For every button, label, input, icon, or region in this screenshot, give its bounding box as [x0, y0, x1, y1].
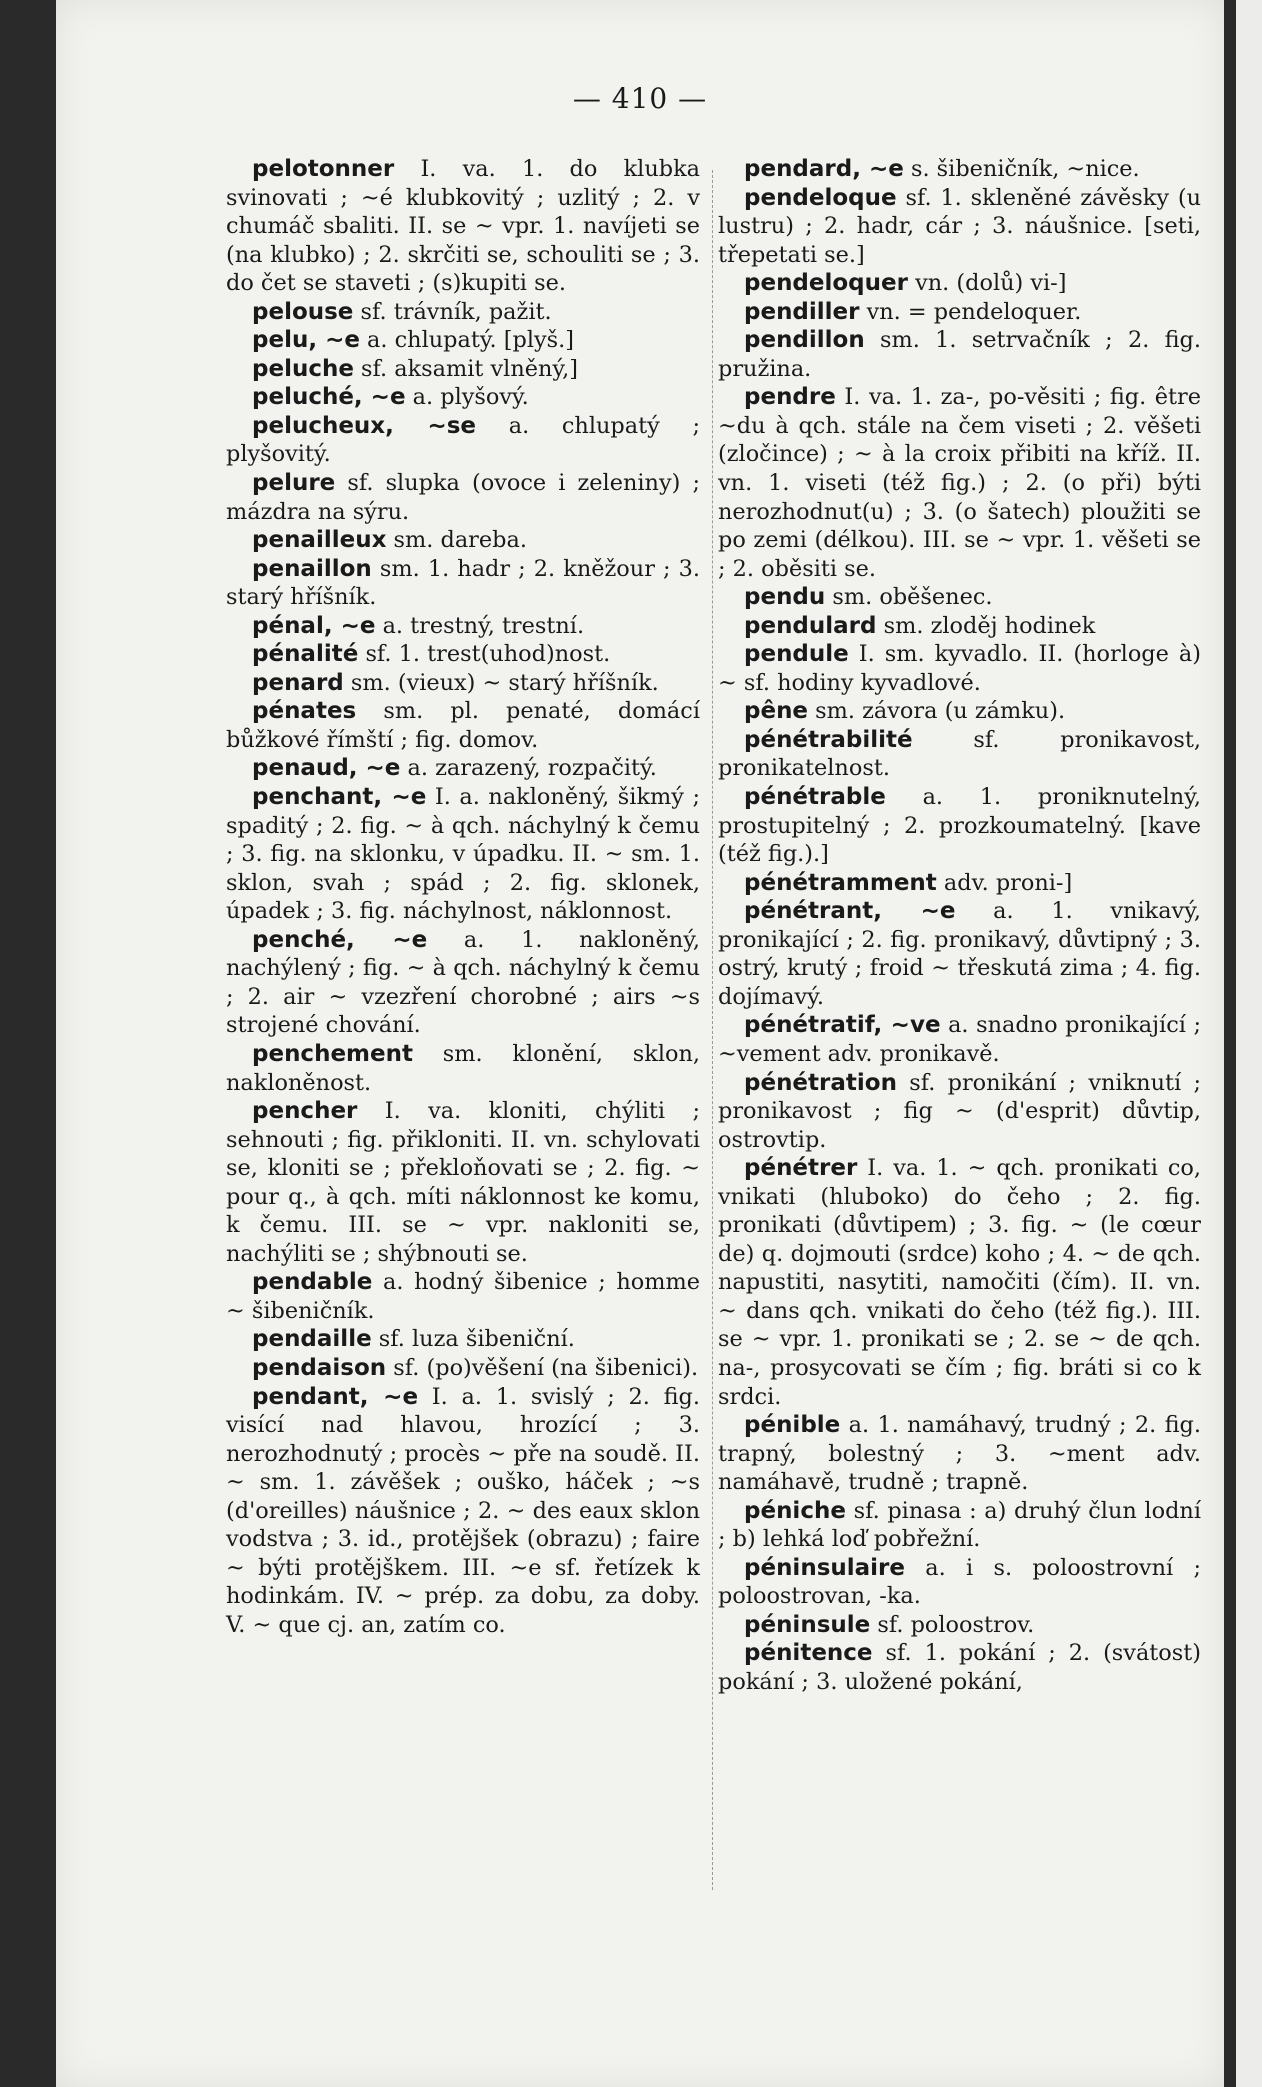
entry-headword: pénétration: [744, 1069, 897, 1096]
dictionary-entry: [718, 1411, 1201, 1497]
entry-headword: pénétrant, ~e: [744, 898, 956, 925]
entry-headword: pénétrabilité: [744, 726, 913, 753]
dictionary-entry: [226, 155, 700, 298]
dictionary-entry: [718, 1497, 1201, 1554]
dictionary-entry: [226, 1097, 700, 1268]
entry-definition: sf. (po)věšení (na šibenici).: [386, 1354, 699, 1381]
entry-headword: pêne: [744, 698, 809, 725]
entry-definition: sf. pronikání ; vniknutí ; pronikavost ; fig ~ (d'esprit) důvtip, ostrovtip.: [718, 1069, 1201, 1153]
dictionary-entry: [226, 1383, 700, 1640]
dictionary-entry: [718, 897, 1201, 1011]
entry-headword: penaillon: [252, 555, 372, 582]
dictionary-entry: [226, 640, 700, 669]
entry-definition: sm. zloděj hodinek: [876, 612, 1096, 639]
entry-definition: a. 1. proniknutelný, prostupitelný ; 2. prozkoumatelný. [kave (též fig.).]: [718, 784, 1201, 868]
entry-definition: sf. 1. skleněné závěsky (u lustru) ; 2. hadr, cár ; 3. náušnice. [seti, třepetati se.]: [718, 184, 1201, 268]
dictionary-entry: [718, 783, 1201, 869]
dictionary-entry: [226, 555, 700, 612]
dictionary-entry: [718, 1639, 1201, 1696]
entry-definition: a. trestný, trestní.: [375, 612, 585, 639]
dictionary-entry: [718, 1611, 1201, 1640]
entry-definition: sf. pinasa : a) druhý člun lodní ; b) lehká loď pobřežní.: [718, 1497, 1201, 1553]
dictionary-entry: [226, 783, 700, 926]
entry-definition: sm. 1. setrvačník ; 2. fig. pružina.: [718, 327, 1201, 382]
entry-definition: sm. závora (u zámku).: [808, 698, 1066, 725]
entry-definition: vn. (dolů) vi-]: [907, 270, 1067, 297]
entry-definition: I. va. kloniti, chýliti ; sehnouti ; fig. přikloniti. II. vn. schylovati se, kloniti se ; překloňovati se ; 2. fig. ~ pour q., à qch. míti náklonnost ke komu, k čemu. III. se ~ vpr. nakloniti se, nachýliti se ; shýbnouti se.: [226, 1098, 700, 1267]
dictionary-entry: [226, 526, 700, 555]
page-number: — 410 —: [572, 82, 708, 115]
entry-headword: pencher: [252, 1098, 358, 1125]
dictionary-entry: [226, 926, 700, 1040]
dictionary-entry: [226, 383, 700, 412]
entry-definition: sf. trávník, pažit.: [353, 298, 552, 325]
dictionary-entry: [226, 355, 700, 384]
dictionary-entry: [718, 184, 1201, 270]
entry-definition: sm. (vieux) ~ starý hříšník.: [343, 669, 659, 696]
entry-definition: sf. pronikavost, pronikatelnost.: [718, 726, 1201, 782]
entry-definition: sf. 1. pokání ; 2. (svátost) pokání ; 3. uložené pokání,: [718, 1640, 1201, 1695]
dictionary-entry: [226, 669, 700, 698]
entry-headword: péniche: [744, 1497, 846, 1524]
entry-headword: pendiller: [744, 298, 860, 325]
entry-headword: pendeloquer: [744, 270, 908, 297]
entry-definition: a. chlupatý ; plyšovitý.: [226, 412, 700, 468]
dictionary-entry: [718, 612, 1201, 641]
entry-headword: pelucheux, ~se: [252, 412, 477, 439]
entry-definition: a. zarazený, rozpačitý.: [400, 755, 657, 782]
entry-definition: I. a. nakloněný, šikmý ; spaditý ; 2. fig. ~ à qch. náchylný k čemu ; 3. fig. na sklonku, v úpadku. II. ~ sm. 1. sklon, svah ; spád ; 2. fig. sklonek, úpadek ; 3. fig. náchylnost, náklonnost.: [226, 784, 700, 925]
entry-headword: pénétratif, ~ve: [744, 1012, 941, 1039]
entry-headword: pendule: [744, 641, 849, 668]
entry-definition: sm. dareba.: [386, 527, 527, 554]
entry-definition: a. snadno pronikající ; ~vement adv. pronikavě.: [718, 1012, 1201, 1067]
entry-headword: pelouse: [252, 298, 354, 325]
dictionary-entry: [226, 298, 700, 327]
entry-headword: penard: [252, 669, 344, 696]
entry-headword: pénates: [252, 698, 357, 725]
dictionary-entry: [226, 1325, 700, 1354]
dictionary-entry: [226, 326, 700, 355]
entry-headword: pelu, ~e: [252, 327, 360, 354]
entry-headword: pénal, ~e: [252, 612, 376, 639]
entry-headword: peluche: [252, 355, 354, 382]
dictionary-entry: [718, 298, 1201, 327]
dictionary-entry: [718, 697, 1201, 726]
column-divider: [712, 170, 713, 1890]
entry-headword: pelure: [252, 470, 336, 497]
entry-definition: a. 1. vnikavý, pronikající ; 2. fig. pronikavý, důvtipný ; 3. ostrý, krutý ; froid ~ třeskutá zima ; 4. fig. dojímavý.: [718, 898, 1201, 1010]
dictionary-entry: [718, 869, 1201, 898]
entry-definition: a. 1. nakloněný, nachýlený ; fig. ~ à qch. náchylný k čemu ; 2. air ~ vzezření chorobné ; airs ~s strojené chování.: [226, 926, 700, 1039]
entry-definition: a. 1. namáhavý, trudný ; 2. fig. trapný, bolestný ; 3. ~ment adv. namáhavě, trudně ; trapně.: [718, 1412, 1201, 1496]
entry-headword: pendaison: [252, 1354, 387, 1381]
entry-definition: I. va. 1. za-, po-věsiti ; fig. être ~du à qch. stále na čem viseti ; 2. věšeti (zločince) ; ~ à la croix přibiti na kříž. II. vn. 1. viseti (též fig.) ; 2. (o při) býti nerozhodnut(u) ; 3. (o šatech) ploužiti se po zemi (délkou). III. se ~ vpr. 1. věšeti se ; 2. oběsiti se.: [718, 384, 1201, 582]
dictionary-entry: [226, 612, 700, 641]
dictionary-entry: [718, 1069, 1201, 1155]
entry-headword: pendeloque: [744, 184, 897, 211]
entry-definition: a. i s. poloostrovní ; poloostrovan, -ka.: [718, 1554, 1201, 1610]
dictionary-entry: [226, 697, 700, 754]
entry-definition: a. plyšový.: [405, 384, 529, 411]
entry-headword: penché, ~e: [252, 926, 428, 953]
entry-headword: peluché, ~e: [252, 384, 406, 411]
entry-definition: sf. aksamit vlněný,]: [353, 355, 578, 382]
entry-headword: péninsulaire: [744, 1554, 905, 1581]
entry-headword: penchant, ~e: [252, 784, 427, 811]
entry-headword: pendable: [252, 1269, 373, 1296]
dictionary-entry: [718, 583, 1201, 612]
dictionary-entry: [226, 1268, 700, 1325]
right-column: [718, 155, 1201, 1697]
entry-headword: pénétrer: [744, 1155, 858, 1182]
dictionary-entry: [226, 412, 700, 469]
dictionary-entry: [226, 1040, 700, 1097]
entry-definition: a. chlupatý. [plyš.]: [359, 327, 574, 354]
entry-headword: penaud, ~e: [252, 755, 401, 782]
entry-headword: penailleux: [252, 527, 387, 554]
dictionary-entry: [718, 269, 1201, 298]
entry-definition: sf. luza šibeniční.: [371, 1326, 575, 1353]
entry-headword: pelotonner: [252, 156, 395, 182]
dictionary-entry: [226, 1354, 700, 1383]
entry-headword: pénible: [744, 1412, 841, 1439]
left-column: [226, 155, 700, 1639]
entry-definition: sf. slupka (ovoce i zeleniny) ; mázdra na sýru.: [226, 470, 700, 525]
entry-definition: sm. klonění, sklon, nakloněnost.: [226, 1040, 700, 1096]
entry-definition: s. šibeničník, ~nice.: [903, 156, 1140, 182]
entry-definition: sf. poloostrov.: [870, 1611, 1035, 1638]
entry-definition: vn. = pendeloquer.: [859, 298, 1082, 325]
entry-definition: sf. 1. trest(uhod)nost.: [358, 641, 611, 668]
entry-headword: pendant, ~e: [252, 1383, 419, 1410]
entry-headword: pénétrable: [744, 784, 886, 811]
dictionary-page: [56, 0, 1224, 2087]
entry-headword: pénétramment: [744, 869, 937, 896]
entry-headword: pendulard: [744, 612, 877, 639]
entry-definition: adv. proni-]: [936, 869, 1073, 896]
entry-definition: sm. pl. penaté, domácí bůžkové římští ; fig. domov.: [226, 698, 700, 753]
entry-definition: sm. oběšenec.: [825, 584, 993, 611]
entry-headword: pendard, ~e: [744, 156, 904, 182]
entry-definition: I. sm. kyvadlo. II. (horloge à) ~ sf. hodiny kyvadlové.: [718, 641, 1201, 696]
dictionary-entry: [718, 326, 1201, 383]
dictionary-entry: [718, 1154, 1201, 1411]
entry-definition: I. va. 1. ~ qch. pronikati co, vnikati (hluboko) do čeho ; 2. fig. pronikati (důvtipem) ; 3. fig. ~ (le cœur de) q. dojmouti (srdce) koho ; 4. ~ de qch. napustiti, nasytiti, namočiti (čím). II. vn. ~ dans qch. vnikati do čeho (též fig.). III. se ~ vpr. 1. pronikati se ; 2. se ~ de qch. na-, prosycovati se čím ; fig. bráti si co k srdci.: [718, 1155, 1201, 1410]
entry-headword: pendaille: [252, 1326, 372, 1353]
entry-headword: péninsule: [744, 1611, 871, 1638]
entry-headword: pénitence: [744, 1640, 873, 1667]
entry-headword: pendu: [744, 584, 826, 611]
entry-headword: pendillon: [744, 327, 865, 354]
dictionary-entry: [226, 754, 700, 783]
dictionary-entry: [226, 469, 700, 526]
entry-definition: I. va. 1. do klubka svinovati ; ~é klubkovitý ; uzlitý ; 2. v chumáč sbaliti. II. se ~ vpr. 1. navíjeti se (na klubko) ; 2. skrčiti se, schouliti se ; 3. do čet se staveti ; (s)kupiti se.: [226, 156, 700, 297]
entry-headword: pénalité: [252, 641, 359, 668]
dictionary-entry: [718, 1011, 1201, 1068]
dictionary-entry: [718, 155, 1201, 184]
entry-definition: I. a. 1. svislý ; 2. fig. visící nad hlavou, hrozící ; 3. nerozhodnutý ; procès ~ pře na soudě. II. ~ sm. 1. závěšek ; ouško, háček ; ~s (d'oreilles) náušnice ; 2. ~ des eaux sklon vodstva ; 3. id., protějšek (obrazu) ; faire ~ býti protějškem. III. ~e sf. řetízek k hodinkám. IV. ~ prép. za dobu, za doby. V. ~ que cj. an, zatím co.: [226, 1383, 700, 1638]
entry-headword: penchement: [252, 1040, 413, 1067]
next-page-edge: [1236, 0, 1262, 2087]
dictionary-entry: [718, 726, 1201, 783]
dictionary-entry: [718, 640, 1201, 697]
entry-definition: sm. 1. hadr ; 2. kněžour ; 3. starý hříšník.: [226, 555, 700, 611]
dictionary-entry: [718, 383, 1201, 583]
dictionary-entry: [718, 1554, 1201, 1611]
entry-headword: pendre: [744, 384, 836, 411]
entry-definition: a. hodný šibenice ; homme ~ šibeničník.: [226, 1269, 700, 1324]
